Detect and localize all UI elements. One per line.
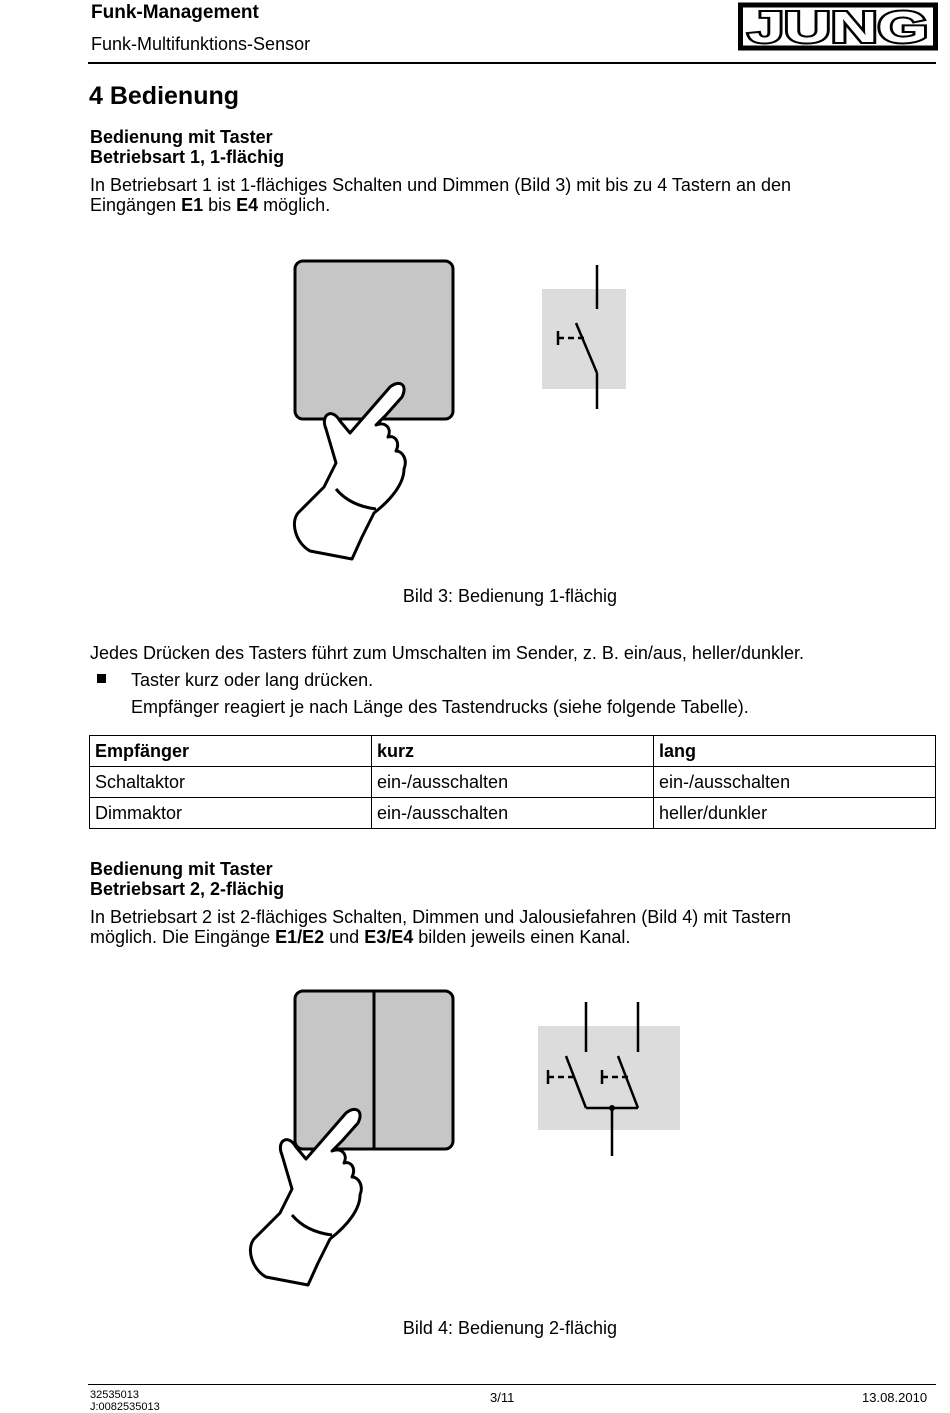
table-header-cell: lang [654, 736, 936, 767]
behaviour-table [89, 735, 936, 829]
figure4-caption: Bild 4: Bedienung 2-flächig [402, 1318, 618, 1338]
table-cell: Dimmaktor [90, 798, 372, 829]
figure4-switch-symbol [536, 1000, 686, 1160]
table-row [90, 798, 936, 829]
footer-rule [88, 1384, 936, 1385]
header-rule [88, 62, 936, 64]
figure3-caption: Bild 3: Bedienung 1-flächig [402, 586, 618, 606]
table-header-cell: Empfänger [90, 736, 372, 767]
figure3-switch-symbol [540, 263, 630, 413]
block1-heading: Bedienung mit Taster [90, 127, 273, 147]
table-header-cell: kurz [372, 736, 654, 767]
block2-text-line2: möglich. Die Eingänge E1/E2 und E3/E4 bilden jeweils einen Kanal. [90, 927, 631, 947]
bullet-square-icon [97, 674, 106, 683]
footer-date: 13.08.2010 [862, 1390, 928, 1405]
block1-subheading: Betriebsart 1, 1-flächig [90, 147, 285, 167]
footer-job-number: J:0082535013 [90, 1401, 160, 1413]
table-cell: heller/dunkler [654, 798, 936, 829]
block2-text-line1: In Betriebsart 2 ist 2-flächiges Schalten, Dimmen und Jalousiefahren (Bild 4) mit Tastern [90, 907, 791, 927]
jung-logo [738, 2, 938, 52]
table-cell: ein-/ausschalten [654, 767, 936, 798]
result-text: Empfänger reagiert je nach Länge des Tastendrucks (siehe folgende Tabelle). [131, 697, 749, 717]
header-title: Funk-Management [91, 2, 259, 23]
header-subtitle: Funk-Multifunktions-Sensor [91, 34, 311, 54]
table-row [90, 767, 936, 798]
block1-text-line2: Eingängen E1 bis E4 möglich. [90, 195, 331, 215]
block2-heading: Bedienung mit Taster [90, 859, 273, 879]
table-cell: ein-/ausschalten [372, 767, 654, 798]
table-header-row [90, 736, 936, 767]
footer-doc-number: 32535013 [90, 1389, 139, 1401]
block1-text-line1: In Betriebsart 1 ist 1-flächiges Schalten und Dimmen (Bild 3) mit bis zu 4 Tastern an den [90, 175, 792, 195]
bullet-text: Taster kurz oder lang drücken. [131, 670, 374, 690]
section-title: 4 Bedienung [89, 82, 240, 110]
footer-page-number: 3/11 [490, 1390, 515, 1405]
table-cell: Schaltaktor [90, 767, 372, 798]
jung-logo-text: JUNG [748, 3, 928, 52]
figure4-rocker [240, 985, 470, 1295]
table-cell: ein-/ausschalten [372, 798, 654, 829]
block2-subheading: Betriebsart 2, 2-flächig [90, 879, 285, 899]
description-text: Jedes Drücken des Tasters führt zum Umschalten im Sender, z. B. ein/aus, heller/dunkler. [90, 643, 805, 663]
figure3-rocker [280, 255, 480, 565]
footer-doc-numbers [90, 1389, 160, 1413]
